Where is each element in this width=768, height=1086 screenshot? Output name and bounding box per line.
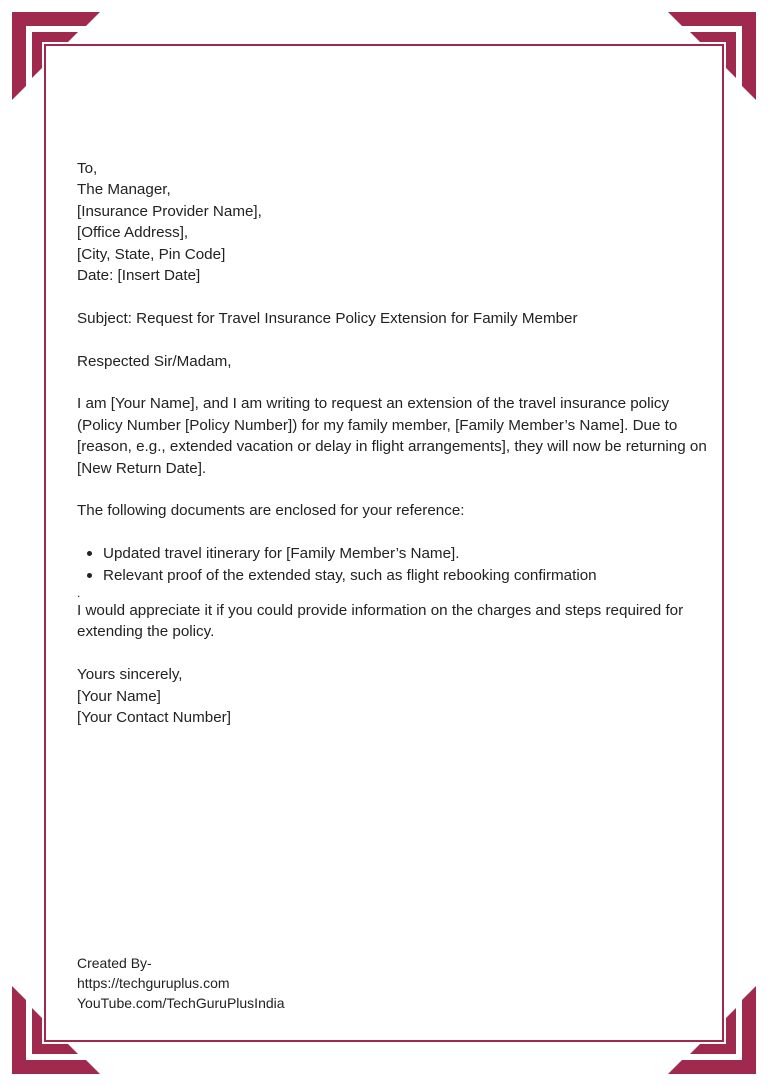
date-line: Date: [Insert Date] <box>77 267 201 285</box>
signature-contact: [Your Contact Number] <box>77 709 231 727</box>
letter-body <box>77 158 707 728</box>
recipient-line: The Manager, <box>77 181 171 199</box>
footer-link[interactable]: YouTube.com/TechGuruPlusIndia <box>77 995 285 1011</box>
stray-period: . <box>77 586 81 601</box>
footer-credits <box>77 953 285 1013</box>
recipient-line: [Office Address], <box>77 224 189 242</box>
footer-link[interactable]: https://techguruplus.com <box>77 975 230 991</box>
request-paragraph: I would appreciate it if you could provide information on the charges and steps required for extending the policy. <box>77 602 684 641</box>
closing-block <box>77 664 707 728</box>
salutation: Respected Sir/Madam, <box>77 352 232 370</box>
signature-name: [Your Name] <box>77 687 161 705</box>
documents-list <box>77 543 707 586</box>
recipient-block <box>77 158 707 286</box>
body-paragraph: I am [Your Name], and I am writing to request an extension of the travel insurance policy (Policy Number [Policy Number]) for my family member, [Family Member’s Name]. Due to [reason, e.g., extended vacation or delay in flight arrangements], they will now be returning on [New Return Date]. <box>77 395 707 477</box>
list-item: Updated travel itinerary for [Family Member’s Name]. <box>103 543 707 564</box>
documents-intro: The following documents are enclosed for your reference: <box>77 502 465 520</box>
recipient-line: [City, State, Pin Code] <box>77 245 226 263</box>
recipient-line: To, <box>77 160 98 177</box>
footer-line: Created By- <box>77 955 152 971</box>
recipient-line: [Insurance Provider Name], <box>77 202 262 220</box>
list-item: Relevant proof of the extended stay, such as flight rebooking confirmation <box>103 565 707 586</box>
closing-line: Yours sincerely, <box>77 666 183 684</box>
subject-line: Subject: Request for Travel Insurance Policy Extension for Family Member <box>77 309 578 327</box>
